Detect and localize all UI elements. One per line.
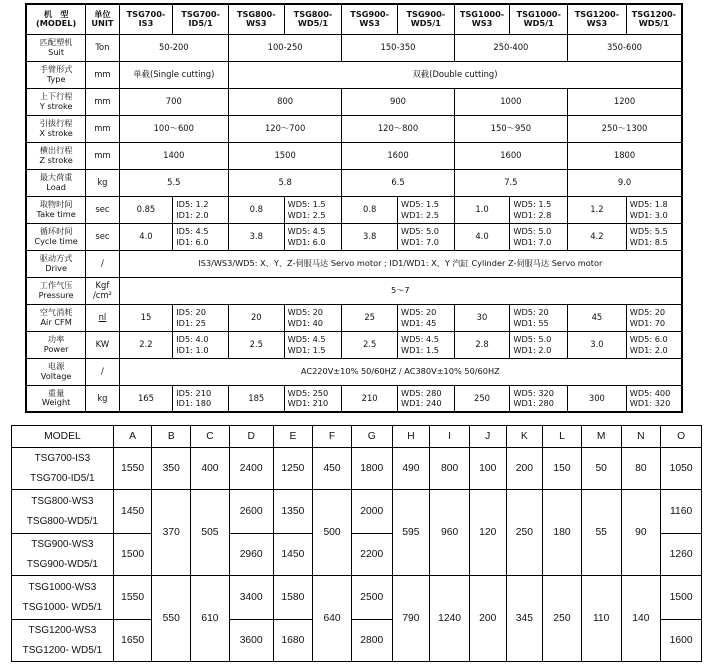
dim-cell: 1260 [661,534,702,576]
dim-cell: 1650 [113,620,152,662]
value-cell: ID5: 20 ID1: 25 [173,304,229,331]
value-cell: 150-350 [342,34,454,61]
row-label: 工作气压 Pressure [26,277,86,304]
dim-cell: 90 [621,490,661,576]
air-row [26,304,682,331]
model-cell: TSG900-WS3 TSG900-WD5/1 [12,534,114,576]
dim-cell: 610 [191,576,230,662]
dim-cell: 2000 [351,490,392,534]
value-cell: WD5: 280 WD1: 240 [397,385,454,412]
dim-header-cell: MODEL [12,426,114,448]
spec-table [25,3,683,413]
model-cell: TSG800-WS3 TSG800-WD5/1 [12,490,114,534]
spec-header-row [26,4,682,34]
dim-cell: 490 [392,448,430,490]
dim-row [12,448,702,490]
value-cell: 45 [568,304,627,331]
dim-cell: 2400 [229,448,273,490]
value-cell: 1600 [454,142,567,169]
value-cell: IS3/WS3/WD5: X、Y、Z-伺服马达 Servo motor ; ID1/WD1: X、Y 汽缸 Cylinder Z-伺服马达 Servo motor [119,250,682,277]
dim-cell: 500 [313,490,352,576]
dim-cell: 1550 [113,448,152,490]
dim-header-cell: I [430,426,470,448]
value-cell: WD5: 1.5 WD1: 2.5 [284,196,342,223]
value-cell: 1200 [568,88,682,115]
dim-cell: 110 [581,576,621,662]
row-label: 取物时间 Take time [26,196,86,223]
dim-cell: 80 [621,448,661,490]
value-cell: 1500 [228,142,341,169]
dim-cell: 1240 [430,576,470,662]
dim-cell: 1550 [113,576,152,620]
model-label-cell: 机 型 (MODEL) [26,4,86,34]
dim-cell: 2960 [229,534,273,576]
value-cell: 15 [119,304,173,331]
value-cell: 1.0 [454,196,510,223]
value-cell: 单截(Single cutting) [119,61,228,88]
value-cell: 120～800 [342,115,454,142]
dim-cell: 2600 [229,490,273,534]
value-cell: 50-200 [119,34,228,61]
dim-cell: 250 [543,576,582,662]
value-cell: WD5: 1.5 WD1: 2.5 [397,196,454,223]
dim-header-cell: G [351,426,392,448]
dim-cell: 120 [469,490,506,576]
unit-cell: sec [86,196,119,223]
dim-header-cell: H [392,426,430,448]
dim-cell: 1450 [113,490,152,534]
dim-cell: 250 [506,490,543,576]
value-cell: WD5: 5.0 WD1: 2.0 [510,331,568,358]
value-cell: WD5: 1.5 WD1: 2.8 [510,196,568,223]
dim-header-cell: B [152,426,191,448]
z-stroke-row [26,142,682,169]
value-cell: 120～700 [228,115,341,142]
unit-cell: mm [86,61,119,88]
value-cell: WD5: 6.0 WD1: 2.0 [626,331,682,358]
dim-row [12,490,702,534]
unit-cell: kg [86,169,119,196]
value-cell: 900 [342,88,454,115]
model-cell: TSG700-IS3 TSG700-ID5/1 [12,448,114,490]
dim-cell: 1500 [113,534,152,576]
value-cell: WD5: 4.5 WD1: 6.0 [284,223,342,250]
value-cell: WD5: 320 WD1: 280 [510,385,568,412]
model-header: TSG900- WD5/1 [397,4,454,34]
value-cell: 9.0 [568,169,682,196]
row-label: 手臂形式 Type [26,61,86,88]
value-cell: 5～7 [119,277,682,304]
dim-cell: 1450 [273,534,313,576]
value-cell: 20 [228,304,284,331]
dim-header-row [12,426,702,448]
row-label: 横出行程 Z stroke [26,142,86,169]
value-cell: WD5: 4.5 WD1: 1.5 [397,331,454,358]
dim-cell: 2200 [351,534,392,576]
dim-cell: 200 [506,448,543,490]
dim-cell: 960 [430,490,470,576]
value-cell: WD5: 20 WD1: 70 [626,304,682,331]
unit-cell: / [86,250,119,277]
value-cell: 100～600 [119,115,228,142]
dim-cell: 3600 [229,620,273,662]
dim-cell: 505 [191,490,230,576]
dim-cell: 550 [152,576,191,662]
value-cell: 1000 [454,88,567,115]
take-time-row [26,196,682,223]
value-cell: 1800 [568,142,682,169]
dim-header-cell: O [661,426,702,448]
dim-header-cell: A [113,426,152,448]
unit-label-cell: 单位 UNIT [86,4,119,34]
dim-cell: 200 [469,576,506,662]
dim-cell: 400 [191,448,230,490]
dim-header-cell: F [313,426,352,448]
value-cell: WD5: 20 WD1: 55 [510,304,568,331]
value-cell: WD5: 20 WD1: 45 [397,304,454,331]
dim-cell: 1250 [273,448,313,490]
value-cell: 210 [342,385,398,412]
value-cell: 2.5 [342,331,398,358]
dim-cell: 370 [152,490,191,576]
x-stroke-row [26,115,682,142]
dim-cell: 55 [581,490,621,576]
unit-cell: kg [86,385,119,412]
model-header: TSG900- WS3 [342,4,398,34]
value-cell: WD5: 5.0 WD1: 7.0 [510,223,568,250]
value-cell: 185 [228,385,284,412]
value-cell: 6.5 [342,169,454,196]
value-cell: 150～950 [454,115,567,142]
value-cell: 1600 [342,142,454,169]
model-header: TSG1000- WD5/1 [510,4,568,34]
value-cell: 双截(Double cutting) [228,61,682,88]
value-cell: 4.0 [454,223,510,250]
dim-cell: 640 [313,576,352,662]
value-cell: 5.5 [119,169,228,196]
pressure-row [26,277,682,304]
row-label: 空气消耗 Air CFM [26,304,86,331]
power-row [26,331,682,358]
type-row [26,61,682,88]
dim-cell: 1350 [273,490,313,534]
row-label: 最大荷重 Load [26,169,86,196]
dim-row [12,576,702,620]
dim-header-cell: L [543,426,582,448]
value-cell: ID5: 1.2 ID1: 2.0 [173,196,229,223]
value-cell: ID5: 210 ID1: 180 [173,385,229,412]
dim-header-cell: K [506,426,543,448]
dim-header-cell: J [469,426,506,448]
dim-cell: 100 [469,448,506,490]
dim-cell: 1680 [273,620,313,662]
dim-cell: 2500 [351,576,392,620]
unit-cell: / [86,358,119,385]
cycle-time-row [26,223,682,250]
value-cell: 350-600 [568,34,682,61]
unit-cell: KW [86,331,119,358]
value-cell: ID5: 4.5 ID1: 6.0 [173,223,229,250]
value-cell: 0.8 [228,196,284,223]
value-cell: 0.8 [342,196,398,223]
model-header: TSG1200- WD5/1 [626,4,682,34]
value-cell: 250 [454,385,510,412]
dim-cell: 150 [543,448,582,490]
value-cell: 1400 [119,142,228,169]
value-cell: 5.8 [228,169,341,196]
dim-cell: 350 [152,448,191,490]
dim-cell: 345 [506,576,543,662]
model-header: TSG700- IS3 [119,4,173,34]
value-cell: 800 [228,88,341,115]
dim-header-cell: C [191,426,230,448]
dim-cell: 1580 [273,576,313,620]
dim-cell: 595 [392,490,430,576]
dim-cell: 1800 [351,448,392,490]
row-label: 匹配塑机 Suit [26,34,86,61]
dim-cell: 1600 [661,620,702,662]
row-label: 上下行程 Y stroke [26,88,86,115]
value-cell: ID5: 4.0 ID1: 1.0 [173,331,229,358]
dim-header-cell: E [273,426,313,448]
value-cell: 3.8 [342,223,398,250]
value-cell: 2.2 [119,331,173,358]
dim-cell: 180 [543,490,582,576]
row-label: 循环时间 Cycle time [26,223,86,250]
value-cell: WD5: 5.0 WD1: 7.0 [397,223,454,250]
dim-header-cell: D [229,426,273,448]
load-row [26,169,682,196]
voltage-row [26,358,682,385]
value-cell: WD5: 400 WD1: 320 [626,385,682,412]
value-cell: AC220V±10% 50/60HZ / AC380V±10% 50/60HZ [119,358,682,385]
dim-cell: 790 [392,576,430,662]
value-cell: WD5: 4.5 WD1: 1.5 [284,331,342,358]
value-cell: 30 [454,304,510,331]
value-cell: WD5: 1.8 WD1: 3.0 [626,196,682,223]
model-header: TSG1000- WS3 [454,4,510,34]
dimension-table [11,425,702,662]
row-label: 引拔行程 X stroke [26,115,86,142]
unit-cell: Ton [86,34,119,61]
value-cell: 1.2 [568,196,627,223]
value-cell: 700 [119,88,228,115]
value-cell: 100-250 [228,34,341,61]
value-cell: 3.8 [228,223,284,250]
unit-cell: mm [86,115,119,142]
weight-row [26,385,682,412]
row-label: 重量 Weight [26,385,86,412]
value-cell: 25 [342,304,398,331]
unit-cell: Kgf /cm² [86,277,119,304]
model-header: TSG700- ID5/1 [173,4,229,34]
dim-cell: 3400 [229,576,273,620]
dim-cell: 1160 [661,490,702,534]
dim-header-cell: M [581,426,621,448]
dim-cell: 140 [621,576,661,662]
unit-cell: mm [86,88,119,115]
value-cell: WD5: 250 WD1: 210 [284,385,342,412]
value-cell: 2.8 [454,331,510,358]
dim-header-cell: N [621,426,661,448]
value-cell: 3.0 [568,331,627,358]
dim-cell: 1500 [661,576,702,620]
value-cell: 300 [568,385,627,412]
row-label: 电源 Voltage [26,358,86,385]
row-label: 驱动方式 Drive [26,250,86,277]
dim-cell: 2800 [351,620,392,662]
value-cell: 4.0 [119,223,173,250]
value-cell: 250～1300 [568,115,682,142]
value-cell: WD5: 5.5 WD1: 8.5 [626,223,682,250]
model-cell: TSG1000-WS3 TSG1000- WD5/1 [12,576,114,620]
value-cell: 7.5 [454,169,567,196]
unit-cell: mm [86,142,119,169]
y-stroke-row [26,88,682,115]
dim-cell: 450 [313,448,352,490]
value-cell: 250-400 [454,34,567,61]
unit-cell: sec [86,223,119,250]
model-cell: TSG1200-WS3 TSG1200- WD5/1 [12,620,114,662]
dim-cell: 50 [581,448,621,490]
row-label: 功率 Power [26,331,86,358]
value-cell: WD5: 20 WD1: 40 [284,304,342,331]
model-header: TSG800- WS3 [228,4,284,34]
drive-row [26,250,682,277]
model-header: TSG800- WD5/1 [284,4,342,34]
value-cell: 2.5 [228,331,284,358]
unit-cell: nl [86,304,119,331]
value-cell: 4.2 [568,223,627,250]
value-cell: 165 [119,385,173,412]
suit-row [26,34,682,61]
value-cell: 0.85 [119,196,173,223]
dim-cell: 800 [430,448,470,490]
dim-cell: 1050 [661,448,702,490]
model-header: TSG1200- WS3 [568,4,627,34]
